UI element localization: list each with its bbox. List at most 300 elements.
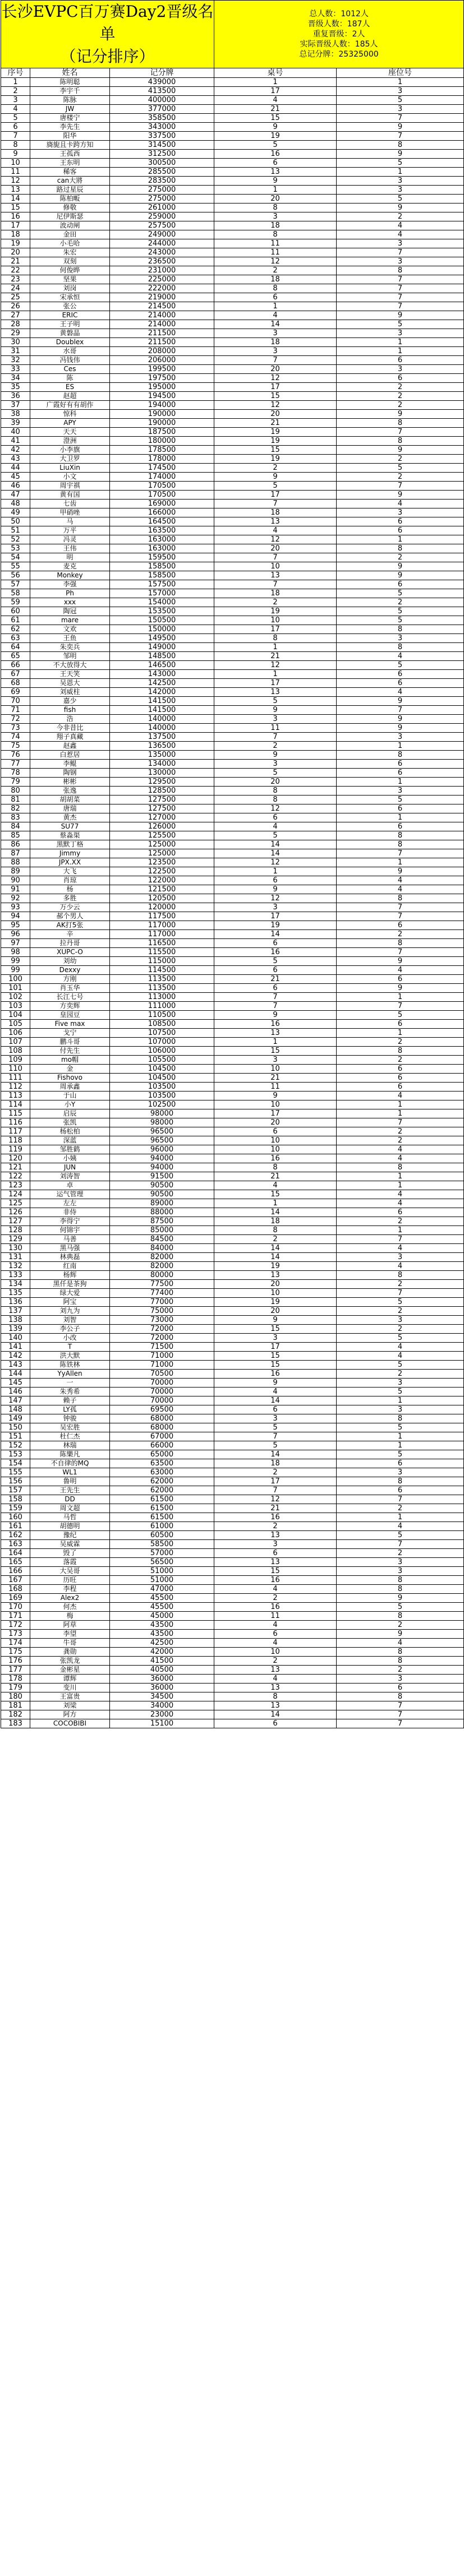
cell-chips: 222000 (110, 284, 214, 293)
cell-name: 刘九为 (30, 1307, 110, 1316)
cell-table-number: 4 (214, 526, 337, 535)
cell-table-number: 17 (214, 679, 337, 688)
cell-name: 路过星辰 (30, 186, 110, 195)
cell-seat-number: 4 (337, 1190, 464, 1199)
cell-table-number: 21 (214, 1172, 337, 1181)
cell-table-number: 19 (214, 437, 337, 446)
cell-table-number: 11 (214, 724, 337, 733)
table-row (1, 903, 464, 912)
cell-table-number: 14 (214, 1450, 337, 1459)
cell-name: 梅 (30, 1612, 110, 1621)
cell-rank: 129 (1, 1235, 30, 1244)
cell-chips: 128500 (110, 787, 214, 796)
cell-name: 左左 (30, 1199, 110, 1208)
cell-seat-number: 7 (337, 706, 464, 715)
cell-table-number: 6 (214, 293, 337, 302)
cell-chips: 283500 (110, 177, 214, 186)
cell-seat-number: 4 (337, 1154, 464, 1163)
table-row (1, 1118, 464, 1127)
cell-table-number: 2 (214, 598, 337, 607)
cell-chips: 94000 (110, 1154, 214, 1163)
cell-name: 万平 (30, 526, 110, 535)
cell-table-number: 19 (214, 455, 337, 464)
cell-name: 张凯 (30, 1118, 110, 1127)
cell-chips: 244000 (110, 239, 214, 248)
cell-seat-number: 5 (337, 616, 464, 625)
cell-chips: 84000 (110, 1244, 214, 1253)
cell-seat-number: 7 (337, 284, 464, 293)
cell-chips: 65000 (110, 1450, 214, 1459)
cell-seat-number: 2 (337, 1307, 464, 1316)
table-row (1, 1567, 464, 1576)
cell-chips: 72000 (110, 1325, 214, 1334)
cell-chips: 47000 (110, 1585, 214, 1594)
cell-rank: 5 (1, 114, 30, 123)
cell-name: 旖旎且卡跨方知 (30, 141, 110, 150)
cell-name: 小姨 (30, 1154, 110, 1163)
cell-chips: 190000 (110, 410, 214, 419)
cell-seat-number: 1 (337, 535, 464, 544)
cell-name: 方刚 (30, 975, 110, 984)
cell-name: 一 (30, 1379, 110, 1388)
table-row (1, 840, 464, 849)
cell-name: 周文超 (30, 1504, 110, 1513)
cell-seat-number: 6 (337, 1486, 464, 1495)
cell-seat-number: 9 (337, 571, 464, 580)
cell-name: 毁了 (30, 1549, 110, 1558)
cell-chips: 63000 (110, 1468, 214, 1477)
cell-name: 杨松柏 (30, 1127, 110, 1136)
table-row (1, 186, 464, 195)
cell-table-number: 3 (214, 903, 337, 912)
cell-name: 天天 (30, 428, 110, 437)
cell-rank: 174 (1, 1639, 30, 1648)
cell-name: 马 (30, 517, 110, 526)
cell-rank: 43 (1, 455, 30, 464)
table-row (1, 446, 464, 455)
cell-table-number: 18 (214, 221, 337, 230)
table-row (1, 993, 464, 1002)
cell-table-number: 2 (214, 464, 337, 473)
cell-rank: 12 (1, 177, 30, 186)
cell-rank: 109 (1, 1056, 30, 1065)
table-row (1, 1298, 464, 1307)
cell-name: 蔡淼渠 (30, 831, 110, 840)
cell-chips: 225000 (110, 275, 214, 284)
cell-chips: 57000 (110, 1549, 214, 1558)
cell-rank: 24 (1, 284, 30, 293)
cell-rank: 121 (1, 1163, 30, 1172)
cell-rank: 18 (1, 230, 30, 239)
cell-rank: 141 (1, 1343, 30, 1352)
cell-seat-number: 1 (337, 1396, 464, 1405)
cell-name: APY (30, 419, 110, 428)
cell-seat-number: 6 (337, 1020, 464, 1029)
cell-name: 林典磊 (30, 1253, 110, 1262)
cell-seat-number: 6 (337, 921, 464, 930)
cell-rank: 4 (1, 105, 30, 114)
table-row (1, 787, 464, 796)
cell-rank: 169 (1, 1594, 30, 1603)
table-row (1, 1370, 464, 1379)
table-row (1, 437, 464, 446)
cell-table-number: 15 (214, 1352, 337, 1361)
cell-rank: 71 (1, 706, 30, 715)
table-row (1, 580, 464, 589)
table-row (1, 338, 464, 347)
cell-seat-number: 1 (337, 778, 464, 787)
cell-rank: 163 (1, 1540, 30, 1549)
cell-seat-number: 4 (337, 1262, 464, 1271)
cell-rank: 131 (1, 1253, 30, 1262)
cell-chips: 107000 (110, 1038, 214, 1047)
cell-seat-number: 5 (337, 1450, 464, 1459)
cell-seat-number: 7 (337, 1118, 464, 1127)
cell-chips: 153500 (110, 607, 214, 616)
cell-table-number: 5 (214, 482, 337, 491)
cell-seat-number: 6 (337, 804, 464, 813)
cell-table-number: 6 (214, 1549, 337, 1558)
title-row (1, 1, 464, 68)
cell-name: 冯灵 (30, 535, 110, 544)
cell-seat-number: 9 (337, 150, 464, 159)
cell-chips: 45500 (110, 1594, 214, 1603)
table-row (1, 1280, 464, 1289)
cell-seat-number: 7 (337, 132, 464, 141)
cell-seat-number: 4 (337, 1639, 464, 1648)
cell-name: 何俊晔 (30, 266, 110, 275)
cell-table-number: 17 (214, 625, 337, 634)
cell-chips: 82000 (110, 1253, 214, 1262)
cell-chips: 150500 (110, 616, 214, 625)
cell-table-number: 8 (214, 1692, 337, 1701)
cell-rank: 114 (1, 1100, 30, 1109)
cell-rank: 118 (1, 1136, 30, 1145)
cell-name: 黑默丁格 (30, 840, 110, 849)
cell-seat-number: 6 (337, 679, 464, 688)
cell-seat-number: 8 (337, 1648, 464, 1657)
cell-chips: 174000 (110, 473, 214, 482)
cell-rank: 124 (1, 1190, 30, 1199)
cell-rank: 16 (1, 212, 30, 221)
table-row (1, 1020, 464, 1029)
cell-rank: 95 (1, 921, 30, 930)
cell-rank: 9 (1, 150, 30, 159)
cell-rank: 58 (1, 589, 30, 598)
cell-chips: 71500 (110, 1343, 214, 1352)
cell-chips: 126000 (110, 822, 214, 831)
cell-seat-number: 3 (337, 1567, 464, 1576)
cell-table-number: 4 (214, 1181, 337, 1190)
table-row (1, 500, 464, 508)
cell-rank: 117 (1, 1127, 30, 1136)
cell-rank: 157 (1, 1486, 30, 1495)
cell-chips: 41500 (110, 1657, 214, 1666)
cell-seat-number: 9 (337, 867, 464, 876)
cell-rank: 86 (1, 840, 30, 849)
cell-name: 绿大爱 (30, 1289, 110, 1298)
cell-name: 明 (30, 553, 110, 562)
cell-name: 刘智 (30, 1316, 110, 1325)
cell-rank: 182 (1, 1710, 30, 1719)
table-row (1, 822, 464, 831)
cell-table-number: 15 (214, 392, 337, 401)
cell-name: SU77 (30, 822, 110, 831)
cell-seat-number: 9 (337, 123, 464, 132)
table-row (1, 212, 464, 221)
cell-chips: 85000 (110, 1226, 214, 1235)
cell-rank: 183 (1, 1719, 30, 1728)
cell-rank: 139 (1, 1325, 30, 1334)
cell-rank: 27 (1, 311, 30, 320)
cell-table-number: 10 (214, 1648, 337, 1657)
cell-name: 何锦宇 (30, 1226, 110, 1235)
cell-chips: 62000 (110, 1477, 214, 1486)
cell-seat-number: 9 (337, 446, 464, 455)
table-row (1, 320, 464, 329)
cell-seat-number: 9 (337, 410, 464, 419)
cell-name: Monkey (30, 571, 110, 580)
summary-block (214, 1, 464, 68)
cell-table-number: 4 (214, 822, 337, 831)
cell-seat-number: 3 (337, 508, 464, 517)
cell-table-number: 14 (214, 1253, 337, 1262)
cell-seat-number: 4 (337, 652, 464, 661)
cell-table-number: 5 (214, 769, 337, 778)
cell-chips: 105500 (110, 1056, 214, 1065)
cell-table-number: 15 (214, 1047, 337, 1056)
table-row (1, 482, 464, 491)
cell-name: 鲁明 (30, 1477, 110, 1486)
cell-chips: 66000 (110, 1441, 214, 1450)
cell-table-number: 8 (214, 1226, 337, 1235)
cell-chips: 111000 (110, 1002, 214, 1011)
table-row (1, 1388, 464, 1396)
cell-seat-number: 2 (337, 1325, 464, 1334)
table-row (1, 1154, 464, 1163)
table-row (1, 894, 464, 903)
cell-rank: 85 (1, 831, 30, 840)
cell-table-number: 2 (214, 1594, 337, 1603)
cell-name: 赵超 (30, 392, 110, 401)
cell-table-number: 7 (214, 553, 337, 562)
cell-seat-number: 8 (337, 831, 464, 840)
table-row (1, 1594, 464, 1603)
cell-table-number: 1 (214, 643, 337, 652)
cell-table-number: 17 (214, 87, 337, 96)
cell-chips: 88000 (110, 1208, 214, 1217)
cell-chips: 115000 (110, 957, 214, 966)
cell-chips: 190000 (110, 419, 214, 428)
cell-rank: 55 (1, 562, 30, 571)
cell-chips: 178500 (110, 446, 214, 455)
cell-seat-number: 2 (337, 1280, 464, 1289)
cell-chips: 56500 (110, 1558, 214, 1567)
cell-chips: 141500 (110, 697, 214, 706)
table-row (1, 598, 464, 607)
cell-rank: 92 (1, 894, 30, 903)
cell-name: 非侍 (30, 1208, 110, 1217)
cell-chips: 137500 (110, 733, 214, 742)
cell-rank: 2 (1, 87, 30, 96)
table-row (1, 760, 464, 769)
cell-name: 金 (30, 1065, 110, 1074)
table-row (1, 885, 464, 894)
cell-name: 宋承恒 (30, 293, 110, 302)
cell-name: 皇园豆 (30, 1011, 110, 1020)
cell-seat-number: 9 (337, 984, 464, 993)
cell-chips: 142500 (110, 679, 214, 688)
cell-chips: 61500 (110, 1513, 214, 1522)
cell-name: 刘岗 (30, 284, 110, 293)
cell-table-number: 18 (214, 508, 337, 517)
cell-seat-number: 3 (337, 239, 464, 248)
table-row (1, 562, 464, 571)
cell-name: 红南 (30, 1262, 110, 1271)
cell-rank: 38 (1, 410, 30, 419)
cell-table-number: 6 (214, 1127, 337, 1136)
cell-seat-number: 7 (337, 302, 464, 311)
summary-advanced: 晋级人数：187人 (307, 20, 370, 29)
cell-chips: 314500 (110, 141, 214, 150)
cell-table-number: 16 (214, 1020, 337, 1029)
cell-chips: 130000 (110, 769, 214, 778)
cell-seat-number: 7 (337, 912, 464, 921)
table-row (1, 849, 464, 858)
cell-chips: 34500 (110, 1692, 214, 1701)
cell-table-number: 2 (214, 742, 337, 751)
cell-chips: 120500 (110, 894, 214, 903)
table-row (1, 1441, 464, 1450)
cell-name: 历旺 (30, 1576, 110, 1585)
cell-table-number: 4 (214, 1585, 337, 1594)
table-row (1, 383, 464, 392)
cell-chips: 69500 (110, 1405, 214, 1414)
cell-chips: 77500 (110, 1280, 214, 1289)
cell-seat-number: 5 (337, 96, 464, 105)
table-row (1, 948, 464, 957)
cell-rank: 59 (1, 598, 30, 607)
cell-name: 朱奕兵 (30, 643, 110, 652)
table-row (1, 930, 464, 939)
cell-table-number: 18 (214, 1217, 337, 1226)
cell-table-number: 13 (214, 688, 337, 697)
table-row (1, 1522, 464, 1531)
cell-table-number: 18 (214, 338, 337, 347)
cell-chips: 199500 (110, 365, 214, 374)
cell-chips: 71000 (110, 1352, 214, 1361)
table-row (1, 1181, 464, 1190)
cell-chips: 127500 (110, 804, 214, 813)
cell-rank: 10 (1, 159, 30, 168)
table-row (1, 625, 464, 634)
cell-chips: 51000 (110, 1576, 214, 1585)
cell-name: 阿草 (30, 1621, 110, 1630)
cell-seat-number: 2 (337, 212, 464, 221)
cell-seat-number: 8 (337, 266, 464, 275)
cell-rank: 105 (1, 1020, 30, 1029)
cell-seat-number: 6 (337, 670, 464, 679)
table-row (1, 1701, 464, 1710)
cell-rank: 100 (1, 975, 30, 984)
cell-rank: 146 (1, 1388, 30, 1396)
cell-seat-number: 2 (337, 553, 464, 562)
cell-rank: 111 (1, 1074, 30, 1083)
cell-name: T (30, 1343, 110, 1352)
cell-seat-number: 5 (337, 589, 464, 598)
title-block (1, 1, 214, 68)
cell-seat-number: 7 (337, 948, 464, 957)
cell-rank: 61 (1, 616, 30, 625)
cell-chips: 127000 (110, 813, 214, 822)
cell-seat-number: 8 (337, 751, 464, 760)
cell-seat-number: 3 (337, 1675, 464, 1684)
table-row (1, 204, 464, 212)
cell-name: 大飞 (30, 867, 110, 876)
cell-name: 卓 (30, 1181, 110, 1190)
cell-rank: 70 (1, 697, 30, 706)
cell-seat-number: 6 (337, 760, 464, 769)
cell-table-number: 20 (214, 1118, 337, 1127)
cell-rank: 78 (1, 769, 30, 778)
cell-seat-number: 2 (337, 1549, 464, 1558)
cell-table-number: 6 (214, 966, 337, 975)
cell-name: 陶冠 (30, 607, 110, 616)
table-row (1, 571, 464, 580)
table-row (1, 1558, 464, 1567)
cell-chips: 116500 (110, 939, 214, 948)
cell-table-number: 3 (214, 329, 337, 338)
cell-rank: 108 (1, 1047, 30, 1056)
cell-seat-number: 1 (337, 338, 464, 347)
cell-name: 吴威霖 (30, 1540, 110, 1549)
cell-chips: 90500 (110, 1190, 214, 1199)
table-row (1, 1692, 464, 1701)
cell-table-number: 21 (214, 1074, 337, 1083)
cell-rank: 51 (1, 526, 30, 535)
cell-name: 王子明 (30, 320, 110, 329)
cell-table-number: 13 (214, 517, 337, 526)
cell-table-number: 20 (214, 195, 337, 204)
cell-rank: 41 (1, 437, 30, 446)
cell-table-number: 1 (214, 302, 337, 311)
cell-name: 小改 (30, 1334, 110, 1343)
cell-seat-number: 3 (337, 733, 464, 742)
cell-seat-number: 7 (337, 293, 464, 302)
cell-table-number: 12 (214, 804, 337, 813)
cell-seat-number: 8 (337, 437, 464, 446)
cell-rank: 180 (1, 1692, 30, 1701)
table-row (1, 311, 464, 320)
cell-chips: 102500 (110, 1100, 214, 1109)
cell-seat-number: 3 (337, 365, 464, 374)
cell-rank: 134 (1, 1280, 30, 1289)
cell-rank: 15 (1, 204, 30, 212)
cell-name: 黄有国 (30, 491, 110, 500)
cell-chips: 103500 (110, 1083, 214, 1092)
cell-seat-number: 8 (337, 1657, 464, 1666)
cell-chips: 413500 (110, 87, 214, 96)
cell-name: 邹明 (30, 652, 110, 661)
cell-rank: 94 (1, 912, 30, 921)
cell-name: AK打5张 (30, 921, 110, 930)
cell-rank: 60 (1, 607, 30, 616)
cell-rank: 164 (1, 1549, 30, 1558)
cell-name: 马哲 (30, 1513, 110, 1522)
cell-name: Doublex (30, 338, 110, 347)
page-title: 长沙EVPC百万赛Day2晋级名单 (1, 2, 214, 43)
cell-rank: 11 (1, 168, 30, 177)
